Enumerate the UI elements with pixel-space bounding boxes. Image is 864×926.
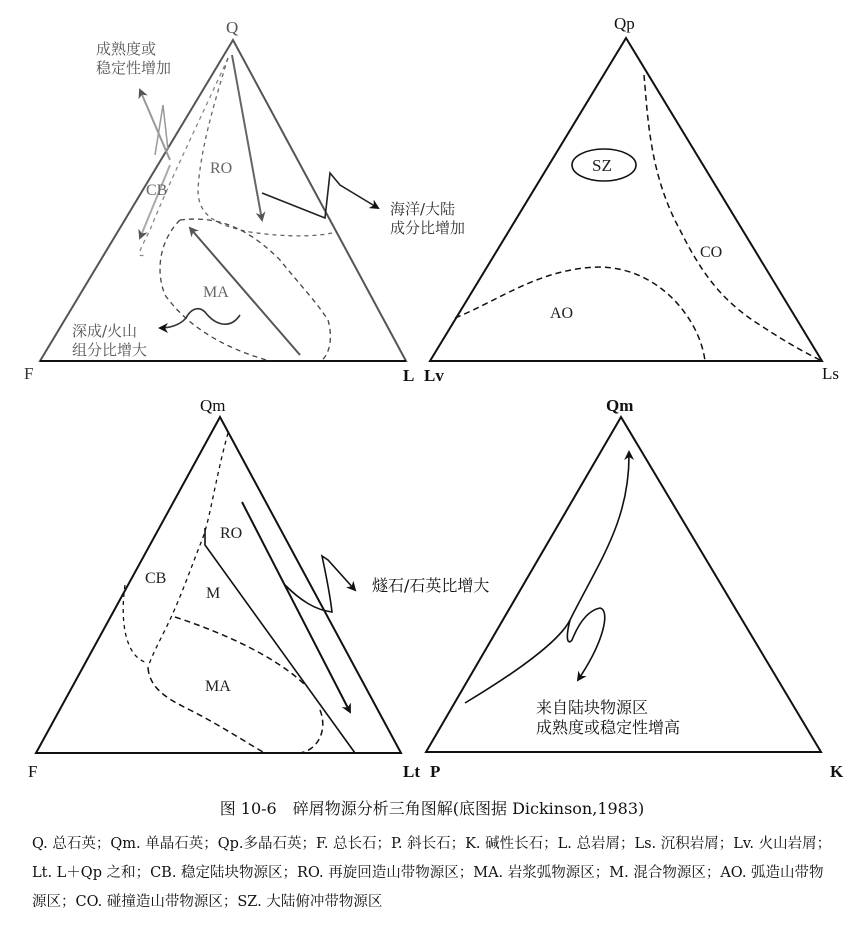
qplvls-region-sz: SZ (592, 156, 612, 175)
qfl-region-cb: CB (146, 182, 168, 199)
ao-boundary (455, 267, 705, 361)
qfl-vertex-f: F (24, 364, 34, 383)
qfl-annotation-plutonic: 深成/火山 组分比增大 (72, 322, 148, 359)
qmpk-vertex-p: P (430, 762, 441, 781)
maturity-curve-up (465, 452, 629, 703)
qmflt-vertex-qm: Qm (200, 396, 226, 415)
qmflt-region-ma: MA (205, 678, 231, 695)
qplvls-diagram (430, 38, 822, 361)
qfl-diagram (40, 40, 406, 361)
m-ro-boundary (205, 528, 355, 753)
qfl-cb-boundary (140, 58, 228, 256)
maturity-curve-loop (567, 608, 604, 680)
qmflt-region-m: M (206, 585, 221, 602)
qfl-annotation-ocean: 海洋/大陆 成分比增加 (390, 200, 466, 237)
figure-legend: Q. 总石英；Qm. 单晶石英；Qp.多晶石英；F. 总长石；P. 斜长石；K. 碱性长石；L. 总岩屑；Ls. 沉积岩屑；Lv. 火山岩屑；Lt. L＋Qp 之和；CB. 稳定陆块物源区；RO. 再旋回造山带物源区；MA. 岩浆弧物源区；M. 混合物源区；AO. 弧造山带物源区；CO. 碰撞造山带物源区；SZ. 大陆俯冲带物源区 (32, 836, 832, 910)
qfl-arrow-ocean (262, 173, 378, 218)
qmpk-annotation: 来自陆块物源区 成熟度或稳定性增高 (536, 698, 681, 737)
ma-boundary (148, 617, 323, 753)
qmpk-vertex-k: K (830, 762, 844, 781)
qmflt-vertex-f: F (28, 762, 38, 781)
qplvls-triangle (430, 38, 822, 361)
qmpk-vertex-qm: Qm (606, 396, 634, 415)
qfl-region-ma: MA (203, 284, 229, 301)
qplvls-vertex-qp: Qp (614, 14, 635, 33)
qplvls-vertex-lv: Lv (424, 366, 444, 385)
qmflt-region-ro: RO (220, 525, 243, 542)
figure-caption: 图 10-6 碎屑物源分析三角图解(底图据 Dickinson,1983) (219, 799, 645, 818)
qfl-vertex-l: L (403, 366, 415, 385)
qfl-region-ro: RO (210, 160, 233, 177)
qfl-vertex-q: Q (226, 18, 239, 37)
qfl-ma-boundary (160, 219, 330, 361)
qmflt-vertex-lt: Lt (403, 762, 420, 781)
qplvls-vertex-ls: Ls (822, 364, 839, 383)
qfl-triangle (40, 40, 406, 361)
qfl-arrow-down (232, 55, 262, 220)
qmflt-region-cb: CB (145, 570, 167, 587)
qmflt-annotation-chert: 燧石/石英比增大 (372, 576, 490, 595)
qfl-arrow-plutonic (160, 309, 240, 328)
qfl-annotation-maturity: 成熟度或 稳定性增加 (96, 40, 172, 77)
qfl-ro-boundary (198, 58, 332, 236)
qplvls-region-co: CO (700, 244, 723, 261)
co-boundary (644, 75, 820, 360)
qplvls-region-ao: AO (550, 305, 574, 322)
qmflt-arrow-down (242, 502, 350, 712)
